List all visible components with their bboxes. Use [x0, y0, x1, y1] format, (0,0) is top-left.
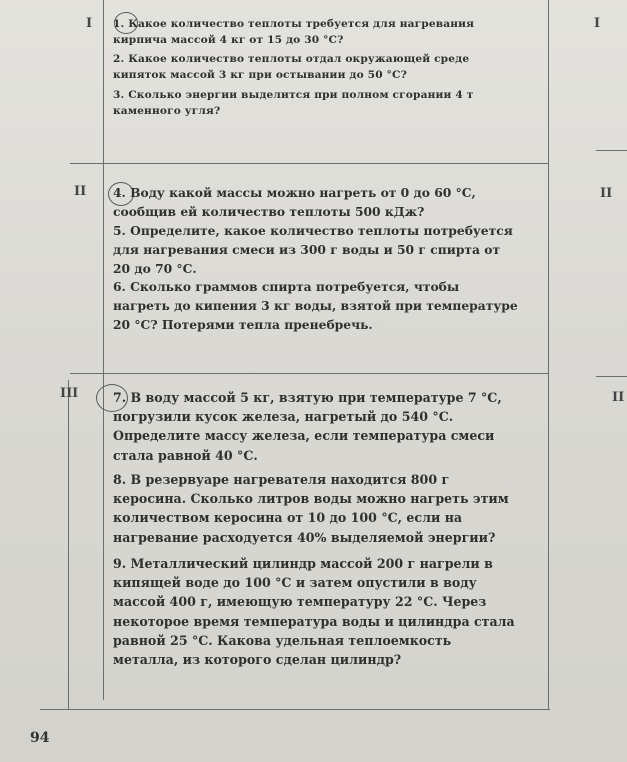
section-divider-2 — [70, 373, 548, 374]
table-right-border — [548, 0, 549, 710]
right-level-label-3: II — [612, 390, 625, 405]
page-number: 94 — [30, 730, 50, 746]
task-2: 2. Какое количество теплоты отдал окружающей среде кипяток массой 3 кг при остывании до 50 °С? — [113, 53, 470, 81]
level-label-2: II — [74, 184, 87, 199]
level-label-3: III — [60, 386, 79, 401]
level-label-1: I — [86, 16, 93, 31]
section-divider-1 — [70, 163, 548, 164]
right-level-label-2: II — [600, 186, 613, 201]
table-left-border — [103, 0, 104, 700]
task-3: 3. Сколько энергии выделится при полном сгорании 4 т каменного угля? — [113, 89, 474, 117]
right-divider-1 — [596, 150, 627, 151]
right-divider-2 — [596, 376, 627, 377]
table-left-outer-border — [68, 380, 69, 710]
right-level-label-1: I — [594, 16, 601, 31]
task-7: 7. В воду массой 5 кг, взятую при температуре 7 °С, погрузили кусок железа, нагретый до 540 °С. Определите массу железа, если температура смеси стала равной 40 °С. — [113, 390, 502, 463]
task-9: 9. Металлический цилиндр массой 200 г нагрели в кипящей воде до 100 °С и затем опустили в воду массой 400 г, имеющую температуру 22 °С. Через некоторое время температура воды и цилиндра стала равной 25 °С. Какова удельная теплоемкость металла, из которого сделан цилиндр? — [113, 556, 515, 668]
task-8: 8. В резервуаре нагревателя находится 800 г керосина. Сколько литров воды можно нагреть этим количеством керосина от 10 до 100 °С, если на нагревание расходуется 40% выделяемой энергии? — [113, 472, 509, 545]
task-1: 1. Какое количество теплоты требуется для нагревания кирпича массой 4 кг от 15 до 30 °С? — [113, 18, 475, 46]
task-4: 4. Воду какой массы можно нагреть от 0 до 60 °С, сообщив ей количество теплоты 500 кДж? — [113, 185, 476, 219]
task-6: 6. Сколько граммов спирта потребуется, чтобы нагреть до кипения 3 кг воды, взятой при температуре 20 °С? Потерями тепла пренебречь. — [113, 279, 518, 332]
task-5: 5. Определите, какое количество теплоты потребуется для нагревания смеси из 300 г воды и 50 г спирта от 20 до 70 °С. — [113, 223, 513, 276]
table-bottom-border — [40, 709, 550, 710]
